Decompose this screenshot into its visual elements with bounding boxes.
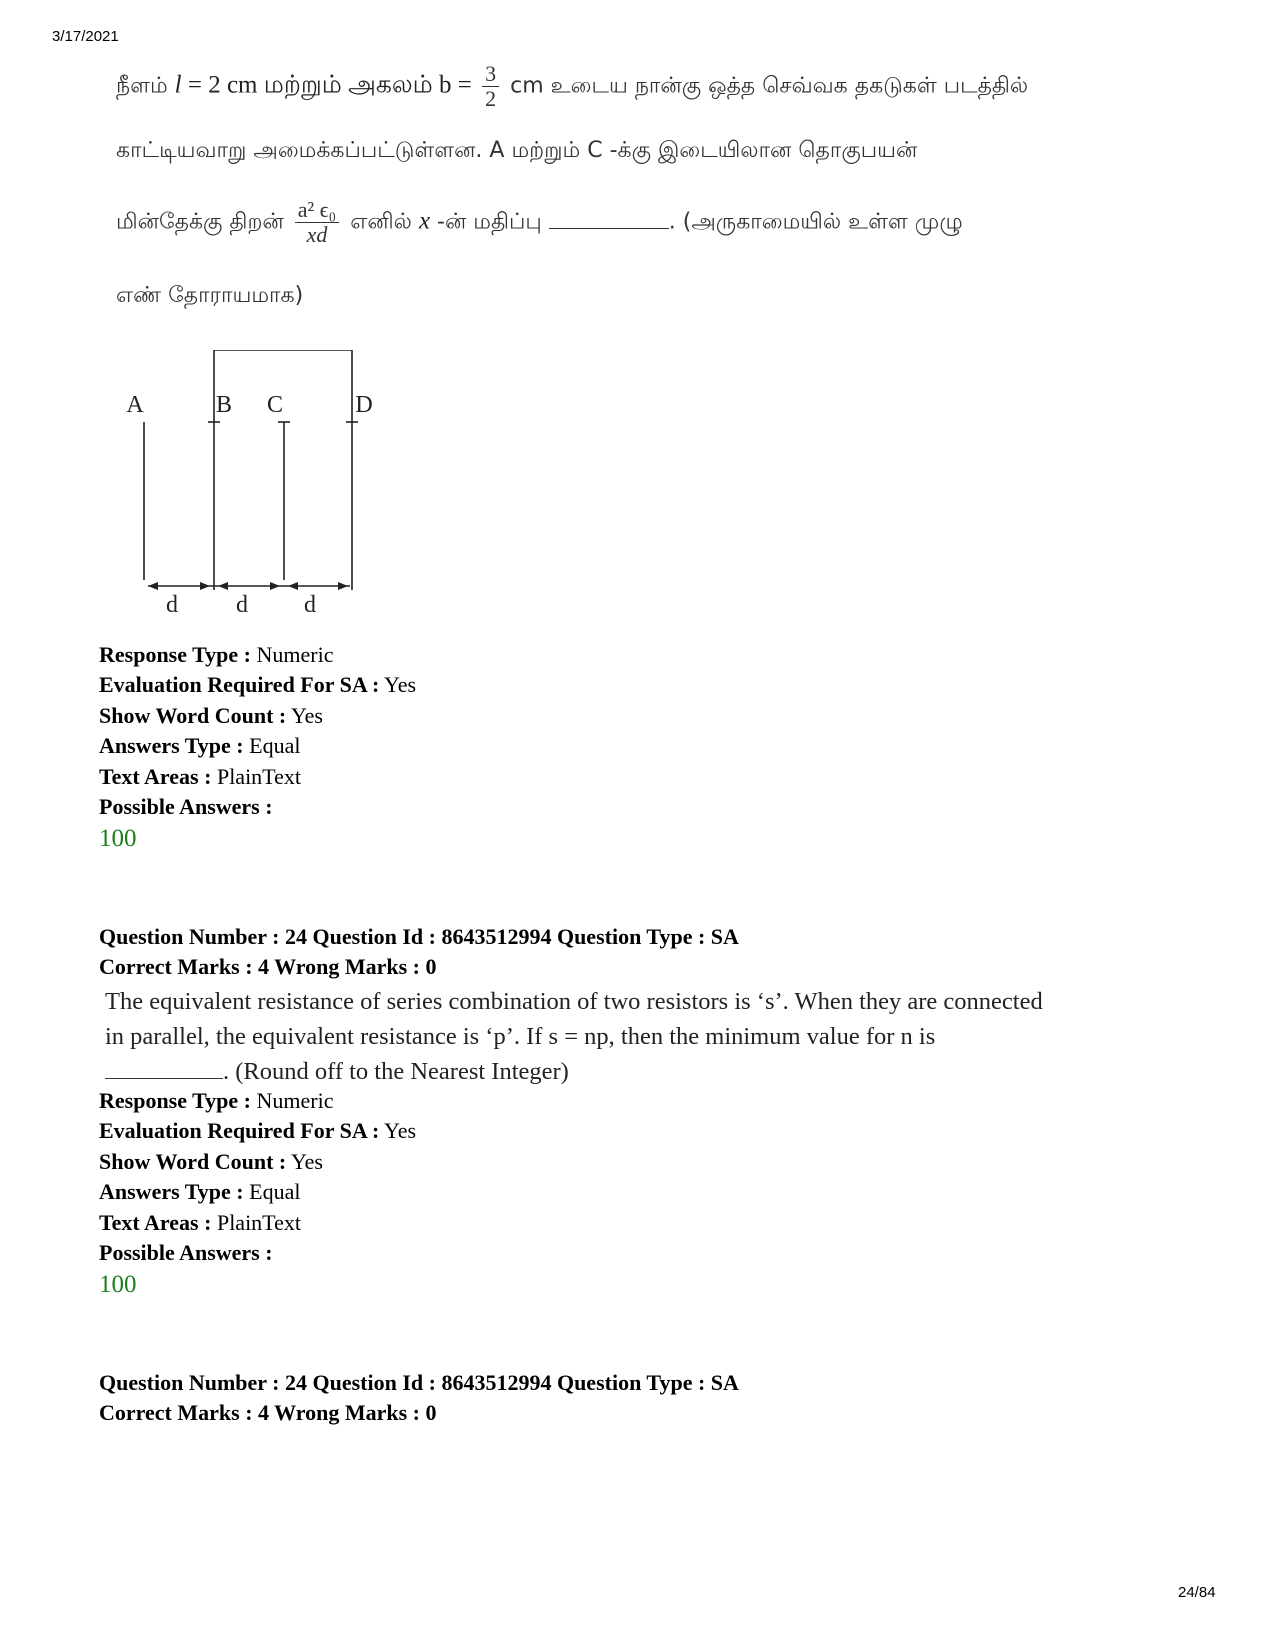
gap-label-2: d (236, 592, 248, 618)
meta-text-areas: Text Areas : PlainText (99, 763, 301, 789)
print-date: 3/17/2021 (52, 28, 119, 45)
plate-label-a: A (126, 392, 144, 418)
response-meta-1 (99, 640, 1139, 856)
question-24-header (99, 922, 1139, 982)
plate-label-b: B (215, 392, 233, 418)
marks-line: Correct Marks : 4 Wrong Marks : 0 (99, 1400, 437, 1425)
meta-evaluation-required: Evaluation Required For SA : Yes (99, 672, 417, 698)
question-text-line-1: The equivalent resistance of series combination of two resistors is ‘s’. When they are connected (105, 988, 1043, 1015)
meta-text-areas: Text Areas : PlainText (99, 1209, 301, 1235)
possible-answer-value: 100 (99, 1271, 137, 1299)
gap-label-3: d (304, 592, 316, 618)
question-24-text (99, 984, 1139, 1089)
tamil-question-line-1: நீளம் l = 2 cm மற்றும் அகலம் b = $\frac{3}{2}$ cm உடைய நான்கு ஒத்த செவ்வக தகடுகள் படத்தில் (116, 61, 1029, 112)
plate-label-d: D (355, 392, 373, 418)
plate-label-c: C (266, 392, 284, 418)
gap-label-1: d (166, 592, 178, 618)
fraction-three-halves: $\frac{3}{2}$ (482, 62, 499, 111)
meta-possible-answers: Possible Answers : (99, 794, 273, 820)
tamil-question-line-4: எண் தோராயமாக) (116, 283, 304, 308)
question-header-line: Question Number : 24 Question Id : 8643512994 Question Type : SA (99, 1370, 739, 1395)
meta-response-type: Response Type : Numeric (99, 642, 334, 667)
question-text-line-2: in parallel, the equivalent resistance is ‘p’. If s = np, then the minimum value for n is (105, 1023, 936, 1050)
page-number: 24/84 (1178, 1584, 1216, 1601)
meta-answers-type: Answers Type : Equal (99, 733, 301, 759)
meta-answers-type: Answers Type : Equal (99, 1179, 301, 1205)
tamil-question-line-3: மின்தேக்கு திறன் $\frac{\text{a² ϵ₀}}{xd}$ எனில் x -ன் மதிப்பு . (அருகாமையில் உள்ள முழு (116, 197, 963, 248)
meta-show-word-count: Show Word Count : Yes (99, 1148, 323, 1174)
meta-evaluation-required: Evaluation Required For SA : Yes (99, 1118, 417, 1144)
answer-blank (549, 228, 669, 229)
meta-response-type: Response Type : Numeric (99, 1088, 334, 1113)
response-meta-2 (99, 1086, 1139, 1302)
question-header-line: Question Number : 24 Question Id : 8643512994 Question Type : SA (99, 924, 739, 949)
marks-line: Correct Marks : 4 Wrong Marks : 0 (99, 954, 437, 979)
question-24-header-repeat (99, 1368, 1139, 1428)
possible-answer-value: 100 (99, 825, 137, 853)
question-text-line-3: . (Round off to the Nearest Integer) (105, 1054, 1115, 1089)
answer-blank (105, 1078, 223, 1079)
tamil-question-line-2: காட்டியவாறு அமைக்கப்பட்டுள்ளன. A மற்றும் C -க்கு இடையிலான தொகுபயன் (116, 138, 918, 163)
fraction-capacitance: $\frac{\text{a² ϵ₀}}{xd}$ (295, 198, 339, 247)
meta-possible-answers: Possible Answers : (99, 1240, 273, 1266)
meta-show-word-count: Show Word Count : Yes (99, 702, 323, 728)
capacitor-plates-diagram (120, 350, 380, 640)
